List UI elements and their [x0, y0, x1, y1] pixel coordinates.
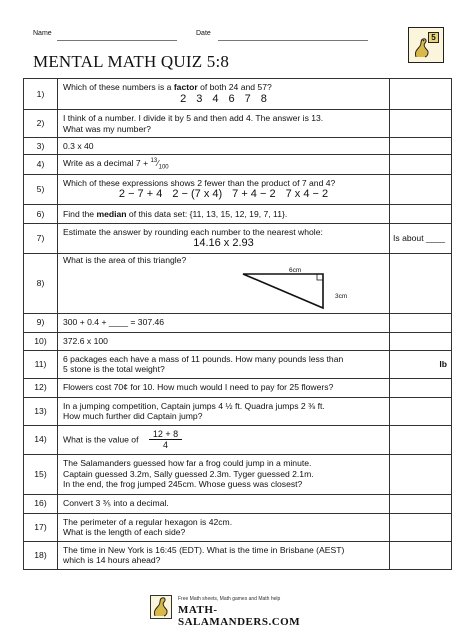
question-row-1	[24, 79, 452, 110]
footer-tagline: Free Math sheets, Math games and Math help	[178, 596, 281, 602]
triangle-shape	[241, 268, 331, 312]
question-number: 7)	[24, 224, 58, 254]
question-number: 16)	[24, 494, 58, 513]
answer-box[interactable]	[390, 494, 452, 513]
question-number: 13)	[24, 397, 58, 425]
question-row-18	[24, 541, 452, 569]
question-row-2	[24, 110, 452, 138]
question-text: Which of these numbers is a factor of both 24 and 57? 2 3 4 6 7 8	[58, 79, 390, 110]
answer-box[interactable]	[390, 205, 452, 224]
question-text: The perimeter of a regular hexagon is 42cm. What is the length of each side?	[58, 513, 390, 541]
date-label: Date	[196, 30, 211, 37]
question-row-12	[24, 378, 452, 397]
question-expression: 14.16 x 2.93	[193, 237, 254, 250]
question-row-4	[24, 155, 452, 175]
question-number: 17)	[24, 513, 58, 541]
question-text: What is the value of $\frac{12 + 8}{4}$	[58, 425, 390, 454]
answer-box[interactable]	[390, 175, 452, 205]
question-row-6	[24, 205, 452, 224]
question-number: 5)	[24, 175, 58, 205]
logo-badge: 5	[428, 32, 439, 43]
question-number: 11)	[24, 350, 58, 378]
question-row-5	[24, 175, 452, 205]
question-text: 300 + 0.4 + ____ = 307.46	[58, 313, 390, 332]
question-number: 6)	[24, 205, 58, 224]
answer-box[interactable]	[390, 397, 452, 425]
triangle-diagram	[63, 266, 384, 312]
answer-box[interactable]: Is about ____	[390, 224, 452, 254]
name-label: Name	[33, 30, 52, 37]
answer-box[interactable]	[390, 79, 452, 110]
question-number: 12)	[24, 378, 58, 397]
salamander-icon	[412, 37, 432, 59]
question-number: 15)	[24, 454, 58, 494]
answer-box[interactable]	[390, 110, 452, 138]
footer-logo-icon	[150, 595, 172, 619]
question-text: In a jumping competition, Captain jumps 4 ½ ft. Quadra jumps 2 ⅜ ft. How much further did Captain jump?	[58, 397, 390, 425]
question-number: 10)	[24, 332, 58, 350]
answer-box[interactable]	[390, 313, 452, 332]
question-number: 18)	[24, 541, 58, 569]
answer-options: 2 − 7 + 4 2 − (7 x 4) 7 + 4 − 2 7 x 4 − 2	[118, 188, 329, 201]
question-text: Estimate the answer by rounding each number to the nearest whole: 14.16 x 2.93	[58, 224, 390, 254]
question-number: 1)	[24, 79, 58, 110]
question-text: Write as a decimal $7 + ^{13}⁄_{100}$	[58, 155, 390, 175]
question-number: 8)	[24, 254, 58, 314]
answer-box[interactable]	[390, 541, 452, 569]
answer-box[interactable]	[390, 513, 452, 541]
question-number: 4)	[24, 155, 58, 175]
question-row-3	[24, 138, 452, 155]
triangle-top-label: 6cm	[289, 266, 302, 274]
question-row-7	[24, 224, 452, 254]
question-text: Flowers cost 70¢ for 10. How much would I need to pay for 25 flowers?	[58, 378, 390, 397]
answer-options: 2 3 4 6 7 8	[180, 92, 267, 105]
question-row-8	[24, 254, 452, 314]
question-row-14	[24, 425, 452, 454]
question-text: 6 packages each have a mass of 11 pounds. How many pounds less than 5 stone is the total weight?	[58, 350, 390, 378]
question-row-17	[24, 513, 452, 541]
answer-box[interactable]	[390, 155, 452, 175]
question-text: Find the median of this data set: {11, 13, 15, 12, 19, 7, 11}.	[58, 205, 390, 224]
question-row-13	[24, 397, 452, 425]
name-line[interactable]	[57, 40, 177, 41]
question-text: 0.3 x 40	[58, 138, 390, 155]
question-number: 2)	[24, 110, 58, 138]
answer-box[interactable]	[390, 332, 452, 350]
answer-box[interactable]: lb	[390, 350, 452, 378]
triangle-side-label: 3cm	[335, 292, 348, 300]
answer-box[interactable]	[390, 454, 452, 494]
question-row-16	[24, 494, 452, 513]
question-text: I think of a number. I divide it by 5 and then add 4. The answer is 13. What was my number?	[58, 110, 390, 138]
question-text: The Salamanders guessed how far a frog could jump in a minute. Captain guessed 3.2m, Sally guessed 2.3m. Tyger guessed 2.1m. In the end, the frog jumped 245cm. Whose guess was closest?	[58, 454, 390, 494]
question-text: 372.6 x 100	[58, 332, 390, 350]
question-text: The time in New York is 16:45 (EDT). What is the time in Brisbane (AEST) which is 14 hours ahead?	[58, 541, 390, 569]
question-number: 9)	[24, 313, 58, 332]
fraction: $\frac{12 + 8}{4}$	[149, 429, 182, 451]
question-row-9	[24, 313, 452, 332]
footer-brand[interactable]: MATH-SALAMANDERS.COM	[178, 604, 301, 628]
salamander-logo	[408, 27, 444, 63]
answer-box[interactable]	[390, 425, 452, 454]
question-text: Convert 3 ⅗ into a decimal.	[58, 494, 390, 513]
question-row-15	[24, 454, 452, 494]
answer-box[interactable]	[390, 254, 452, 314]
question-row-11	[24, 350, 452, 378]
question-number: 14)	[24, 425, 58, 454]
footer	[150, 593, 320, 628]
answer-box[interactable]	[390, 378, 452, 397]
question-text: What is the area of this triangle? 6cm 3cm	[58, 254, 390, 314]
answer-box[interactable]	[390, 138, 452, 155]
question-text: Which of these expressions shows 2 fewer than the product of 7 and 4? 2 − 7 + 4 2 − (7 x 4) 7 + 4 − 2 7 x 4 − 2	[58, 175, 390, 205]
question-row-10	[24, 332, 452, 350]
date-line[interactable]	[218, 40, 368, 41]
quiz-table	[23, 78, 452, 570]
question-number: 3)	[24, 138, 58, 155]
page-title: MENTAL MATH QUIZ 5:8	[33, 52, 230, 71]
